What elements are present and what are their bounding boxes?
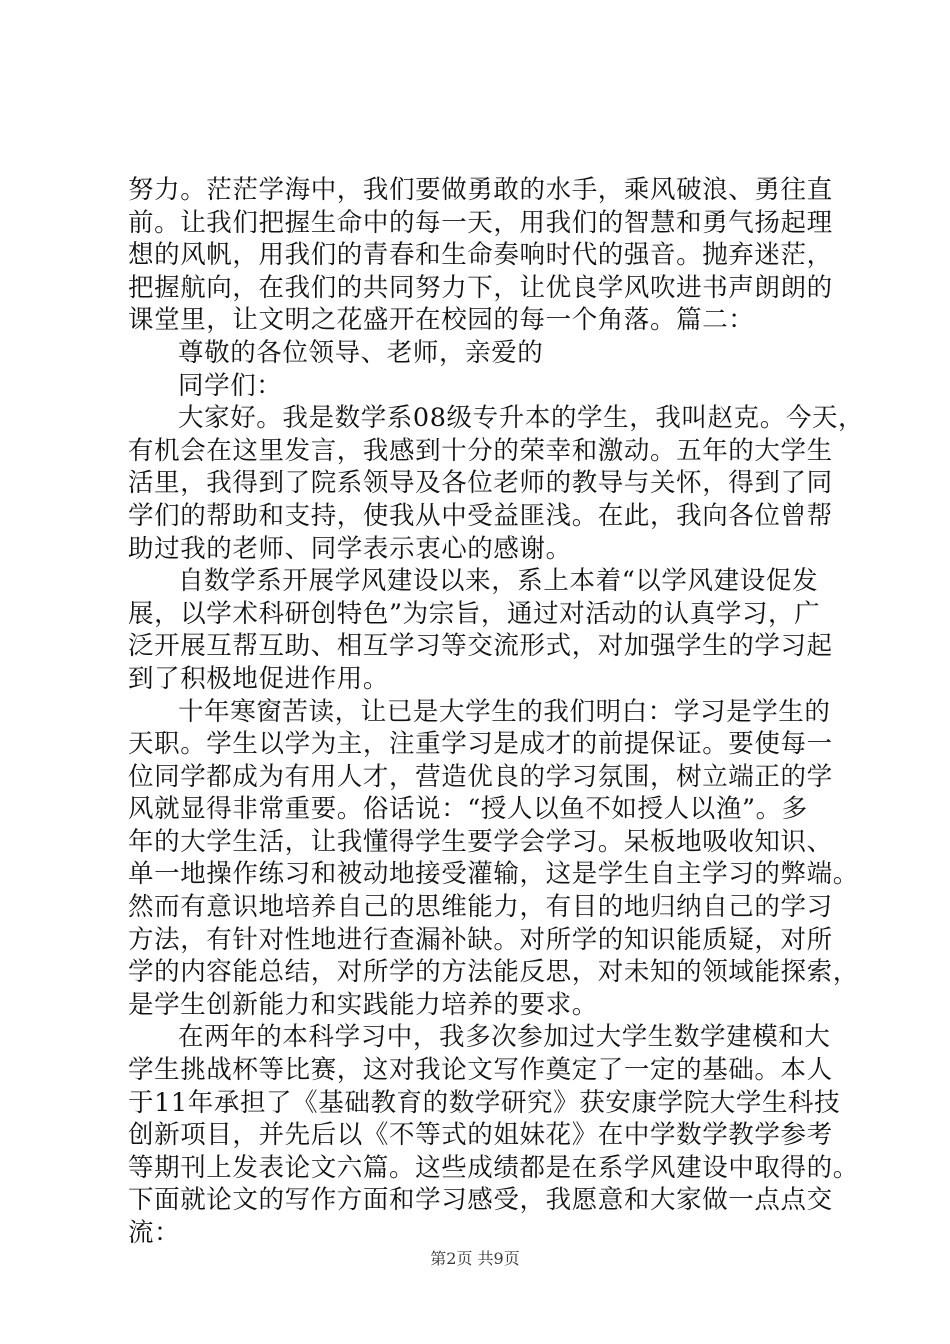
text-line: 流：: [128, 1218, 181, 1248]
text-line: 十年寒窗苦读，让已是大学生的我们明白：学习是学生的: [178, 696, 831, 727]
text-line: 活里，我得到了院系领导及各位老师的教导与关怀，得到了同: [128, 468, 833, 499]
text-line: 在两年的本科学习中，我多次参加过大学生数学建模和大: [178, 1022, 831, 1053]
text-line: 单一地操作练习和被动地接受灌输，这是学生自主学习的弊端。: [128, 859, 859, 890]
text-line: 到了积极地促进作用。: [128, 663, 390, 694]
text-line: 课堂里，让文明之花盛开在校园的每一个角落。篇二：: [128, 305, 755, 336]
text-line: 学生挑战杯等比赛，这对我论文写作奠定了一定的基础。本人: [128, 1055, 833, 1086]
text-line: 天职。学生以学为主，注重学习是成才的前提保证。要使每一: [128, 729, 833, 760]
text-line: 位同学都成为有用人才，营造优良的学习氛围，树立端正的学: [128, 761, 833, 792]
page-number-label: 第2页 共9页: [430, 1249, 520, 1268]
text-line: 同学们：: [178, 370, 283, 401]
text-line: 年的大学生活，让我懂得学生要学会学习。呆板地吸收知识、: [128, 826, 833, 857]
text-line: 助过我的老师、同学表示衷心的感谢。: [128, 533, 572, 564]
text-line: 有机会在这里发言，我感到十分的荣幸和激动。五年的大学生: [128, 435, 833, 466]
text-line: 学的内容能总结，对所学的方法能反思，对未知的领域能探索，: [128, 957, 859, 988]
document-body: [128, 174, 865, 1250]
text-line: 前。让我们把握生命中的每一天，用我们的智慧和勇气扬起理: [128, 207, 833, 238]
text-line: 尊敬的各位领导、老师，亲爱的: [178, 337, 544, 368]
text-line: 是学生创新能力和实践能力培养的要求。: [128, 989, 598, 1020]
text-line: 自数学系开展学风建设以来，系上本着“以学风建设促发: [178, 566, 819, 597]
text-line: 想的风帆，用我们的青春和生命奏响时代的强音。抛弃迷茫，: [128, 240, 833, 271]
text-line: 于11年承担了《基础教育的数学研究》获安康学院大学生科技: [128, 1087, 841, 1118]
text-line: 努力。茫茫学海中，我们要做勇敢的水手，乘风破浪、勇往直: [128, 175, 833, 205]
text-line: 把握航向，在我们的共同努力下，让优良学风吹进书声朗朗的: [128, 272, 833, 303]
text-line: 泛开展互帮互助、相互学习等交流形式，对加强学生的学习起: [128, 631, 833, 662]
text-line: 学们的帮助和支持，使我从中受益匪浅。在此，我向各位曾帮: [128, 500, 833, 531]
text-line: 风就显得非常重要。俗话说：“授人以鱼不如授人以渔”。多: [128, 794, 808, 825]
text-line: 下面就论文的写作方面和学习感受，我愿意和大家做一点点交: [128, 1185, 833, 1216]
text-line: 创新项目，并先后以《不等式的姐妹花》在中学数学教学参考: [128, 1120, 833, 1151]
text-line: 大家好。我是数学系08级专升本的学生，我叫赵克。今天，: [178, 403, 865, 434]
text-line: 然而有意识地培养自己的思维能力，有目的地归纳自己的学习: [128, 892, 833, 923]
text-line: 展，以学术科研创特色”为宗旨，通过对活动的认真学习，广: [128, 598, 821, 629]
text-line: 方法，有针对性地进行查漏补缺。对所学的知识能质疑，对所: [128, 924, 833, 955]
page-footer: [0, 1246, 950, 1269]
text-line: 等期刊上发表论文六篇。这些成绩都是在系学风建设中取得的。: [128, 1152, 859, 1183]
